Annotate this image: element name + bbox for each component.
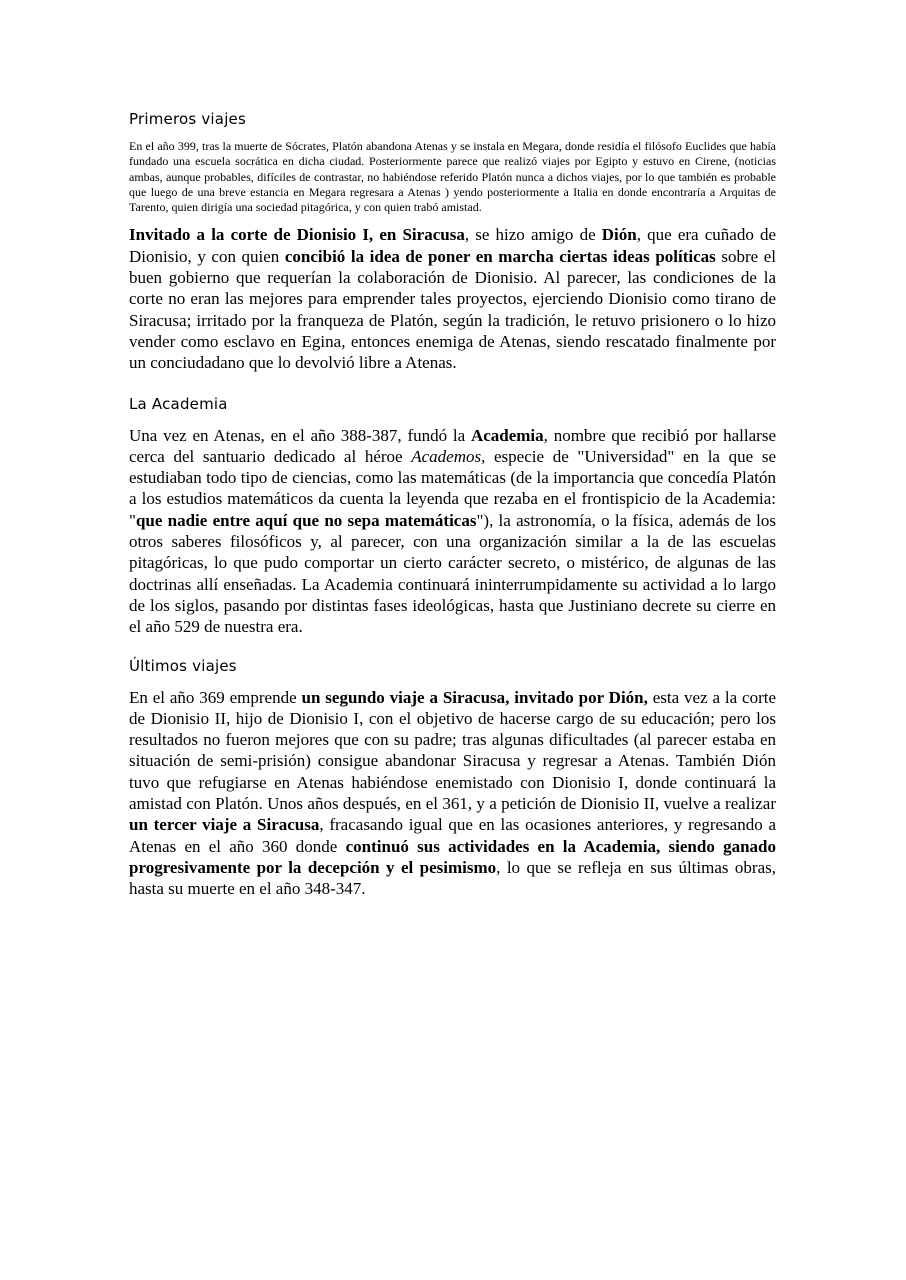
- text-run: sobre el buen gobierno que requerían la colaboración de Dionisio. Al parecer, las condiciones de la corte no eran las mejores para emprender tales proyectos, ejerciendo Dionisio como tirano de Siracusa; irritado por la franqueza de Platón, según la tradición, le retuvo prisionero o lo hizo vender como esclavo en Egina, entonces enemiga de Atenas, siendo rescatado finalmente por un conciudadano que lo devolvió libre a Atenas.: [129, 246, 776, 373]
- text-run: , se hizo amigo de: [464, 225, 602, 245]
- bold-phrase: concibió la idea de poner en marcha ciertas ideas políticas: [284, 246, 716, 266]
- bold-phrase: que nadie entre aquí que no sepa matemáticas: [135, 510, 477, 530]
- document-page: [129, 106, 776, 900]
- bold-phrase: continuó sus actividades en la Academia, siendo ganado progresivamente por la decepción y el pesimismo: [129, 836, 776, 877]
- bold-phrase: Invitado a la corte de Dionisio I, en Siracusa: [129, 225, 465, 245]
- bold-phrase: Dión: [601, 225, 637, 245]
- text-run: esta vez a la corte de Dionisio II, hijo de Dionisio I, con el objetivo de hacerse cargo de su educación; pero los resultados no fueron mejores que con su padre; tras algunas dificultades (al parecer estaba en situación de semi-prisión) consigue abandonar Siracusa y regresar a Atenas. También Dión tuvo que refugiarse en Atenas habiéndose enemistado con Dionisio I, donde continuará la amistad con Platón. Unos años después, en el 361, y a petición de Dionisio II, vuelve a realizar: [129, 687, 777, 814]
- text-run: , lo que se refleja en sus últimas obras, hasta su muerte en el año 348-347.: [129, 857, 776, 899]
- text-run: , que era cuñado de Dionisio, y con quien: [129, 225, 777, 266]
- paragraph-academia: [129, 425, 776, 638]
- text-run: , nombre que recibió por hallarse cerca del santuario dedicado al héroe: [129, 425, 776, 466]
- bold-phrase: Academia: [470, 425, 544, 445]
- text-run: En el año 369 emprende: [129, 687, 302, 707]
- paragraph-ultimos-viajes: [129, 687, 776, 900]
- heading-la-academia: La Academia: [129, 394, 228, 413]
- text-run: "), la astronomía, o la física, además de los otros saberes filosóficos y, al parecer, con una organización similar a la de las escuelas pitagóricas, lo que pudo comportar un cierto carácter secreto, o mistérico, de algunas de las doctrinas allí enseñadas. La Academia continuará ininterrumpidamente su actividad a lo largo de los siglos, pasando por distintas fases ideológicas, hasta que Justiniano decrete su cierre en el año 529 de nuestra era.: [129, 510, 777, 637]
- heading-primeros-viajes: Primeros viajes: [129, 110, 247, 128]
- text-run: , especie de "Universidad" en la que se estudiaban todo tipo de ciencias, como las matemáticas (de la importancia que concedía Platón a los estudios matemáticos da cuenta la leyenda que rezaba en el frontispicio de la Academia: ": [129, 446, 776, 530]
- heading-ultimos-viajes: Últimos viajes: [129, 656, 237, 675]
- bold-phrase: un tercer viaje a Siracusa: [129, 815, 320, 835]
- text-run: Una vez en Atenas, en el año 388-387, fundó la: [129, 425, 471, 445]
- paragraph-primeros-intro: En el año 399, tras la muerte de Sócrates, Platón abandona Atenas y se instala en Megara, donde residía el filósofo Euclides que había fundado una escuela socrática en dicha ciudad. Posteriormente parece que realizó viajes por Egipto y estuvo en Cirene, (noticias ambas, aunque probables, difíciles de contrastar, no habiéndose referido Platón nunca a dichos viajes, por lo que también es probable que luego de una breve estancia en Megara regresara a Atenas ) yendo posteriormente a Italia en donde encontraría a Arquitas de Tarento, quien dirigía una sociedad pitagórica, y con quien trabó amistad.: [129, 139, 776, 215]
- paragraph-dionisio-siracusa: [129, 224, 776, 373]
- italic-phrase: Academos: [411, 446, 482, 466]
- bold-phrase: un segundo viaje a Siracusa, invitado por Dión,: [301, 687, 648, 707]
- text-run: , fracasando igual que en las ocasiones anteriores, y regresando a Atenas en el año 360 donde: [129, 815, 776, 856]
